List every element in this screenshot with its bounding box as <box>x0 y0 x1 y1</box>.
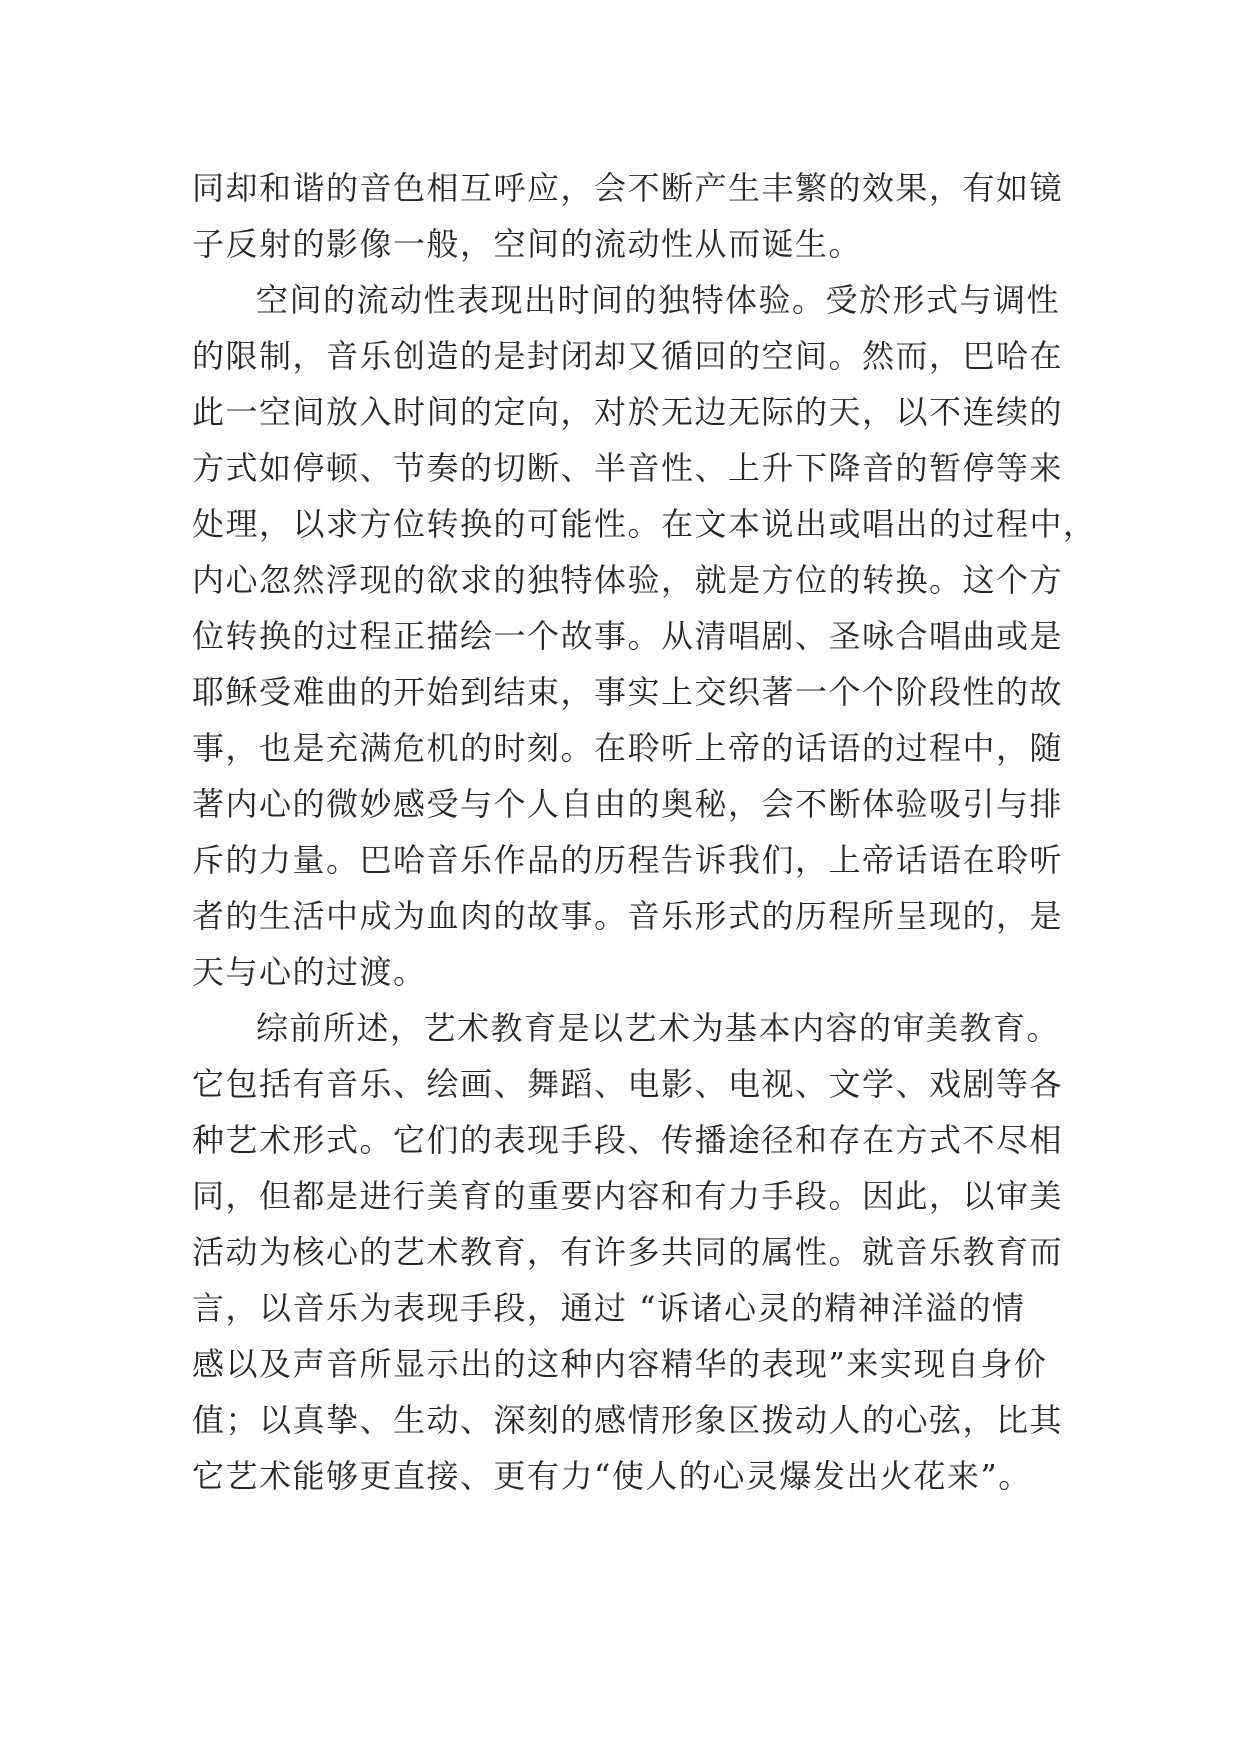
text-line: 言，以音乐为表现手段，通过 “诉诸心灵的精神洋溢的情 <box>192 1289 1026 1327</box>
text-line: 者的生活中成为血肉的故事。音乐形式的历程所呈现的，是 <box>192 897 1064 935</box>
text-line: 同，但都是进行美育的重要内容和有力手段。因此，以审美 <box>192 1177 1064 1215</box>
text-line: 内心忽然浮现的欲求的独特体验，就是方位的转换。这个方 <box>192 561 1064 599</box>
text-line: 它艺术能够更直接、更有力“使人的心灵爆发出火花来”。 <box>192 1457 1032 1495</box>
text-line: 活动为核心的艺术教育，有许多共同的属性。就音乐教育而 <box>192 1233 1064 1271</box>
text-line: 方式如停顿、节奏的切断、半音性、上升下降音的暂停等来 <box>192 449 1064 487</box>
body-text <box>192 160 1097 1504</box>
text-line: 天与心的过渡。 <box>192 953 427 991</box>
text-line: 耶稣受难曲的开始到结束，事实上交织著一个个阶段性的故 <box>192 673 1064 711</box>
paragraph-start-line: 综前所述，艺术教育是以艺术为基本内容的审美教育。 <box>256 1009 1061 1047</box>
text-line: 著内心的微妙感受与个人自由的奥秘，会不断体验吸引与排 <box>192 785 1064 823</box>
text-line: 斥的力量。巴哈音乐作品的历程告诉我们，上帝话语在聆听 <box>192 841 1064 879</box>
text-line: 处理，以求方位转换的可能性。在文本说出或唱出的过程中， <box>192 505 1097 543</box>
text-line: 位转换的过程正描绘一个故事。从清唱剧、圣咏合唱曲或是 <box>192 617 1064 655</box>
text-line: 子反射的影像一般，空间的流动性从而诞生。 <box>192 225 863 263</box>
text-line: 的限制，音乐创造的是封闭却又循回的空间。然而，巴哈在 <box>192 337 1064 375</box>
text-line: 此一空间放入时间的定向，对於无边无际的天，以不连续的 <box>192 393 1064 431</box>
text-line: 事，也是充满危机的时刻。在聆听上帝的话语的过程中，随 <box>192 729 1064 767</box>
text-line: 它包括有音乐、绘画、舞蹈、电影、电视、文学、戏剧等各 <box>192 1065 1064 1103</box>
paragraph-start-line: 空间的流动性表现出时间的独特体验。受於形式与调性 <box>256 281 1061 319</box>
text-line: 同却和谐的音色相互呼应，会不断产生丰繁的效果，有如镜 <box>192 169 1064 207</box>
text-line: 感以及声音所显示出的这种内容精华的表现”来实现自身价 <box>192 1345 1048 1383</box>
text-line: 值；以真挚、生动、深刻的感情形象区拨动人的心弦，比其 <box>192 1401 1064 1439</box>
text-line: 种艺术形式。它们的表现手段、传播途径和存在方式不尽相 <box>192 1121 1064 1159</box>
